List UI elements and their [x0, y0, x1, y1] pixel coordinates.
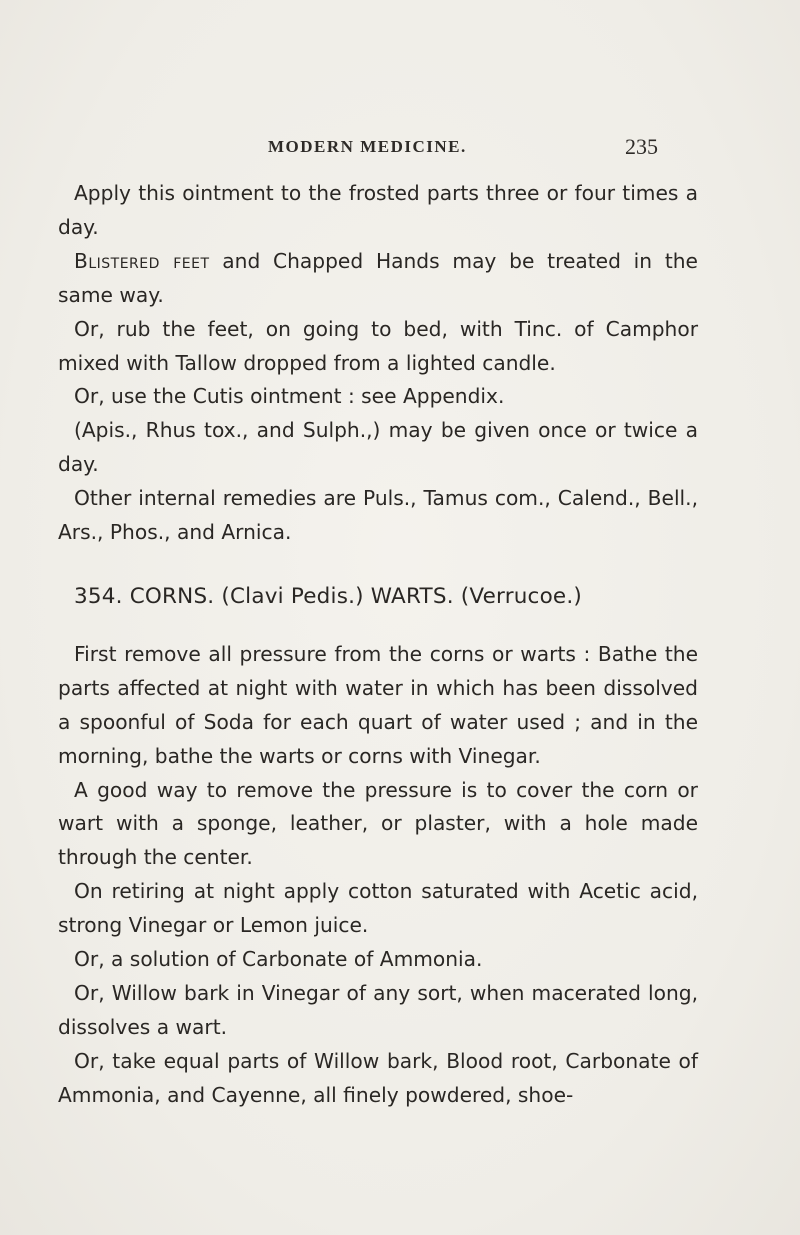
paragraph-text: Or, use the Cutis ointment : see Appendix. [74, 384, 505, 409]
paragraph-text: Other internal remedies are Puls., Tamus com., Calend., Bell., Ars., Phos., and Arnica. [58, 486, 698, 545]
paragraph [58, 380, 698, 414]
paragraph-text: A good way to remove the pressure is to cover the corn or wart with a sponge, leather, or plaster, with a hole made through the center. [58, 777, 698, 870]
paragraph-text: On retiring at night apply cotton saturated with Acetic acid, strong Vinegar or Lemon juice. [58, 879, 698, 938]
paragraph-text: (Apis., Rhus tox., and Sulph.,) may be given once or twice a day. [58, 418, 698, 477]
body-text [58, 177, 698, 1113]
paragraph [58, 638, 698, 774]
paragraph-text: Or, take equal parts of Willow bark, Blood root, Carbonate of Ammonia, and Cayenne, all finely powdered, shoe- [58, 1048, 698, 1107]
paragraph [58, 414, 698, 482]
paragraph [58, 482, 698, 550]
paragraph-text: Or, rub the feet, on going to bed, with Tinc. of Camphor mixed with Tallow dropped from a lighted candle. [58, 316, 698, 375]
running-head [0, 134, 800, 161]
paragraph [58, 774, 698, 876]
paragraph [58, 245, 698, 313]
running-title: MODERN MEDICINE. [268, 137, 467, 156]
paragraph [58, 177, 698, 245]
page-number: 235 [625, 134, 658, 159]
paragraph-text: and Chapped Hands may be treated in the same way. [58, 248, 698, 307]
paragraph-lead-smallcaps: Blistered feet [74, 248, 210, 273]
section-heading: 354. CORNS. (Clavi Pedis.) WARTS. (Verrucoe.) [74, 583, 582, 609]
paragraph-text: First remove all pressure from the corns or warts : Bathe the parts affected at night with water in which has been dissolved a spoonful of Soda for each quart of water used ; and in the morning, bathe the warts or corns with Vinegar. [58, 641, 698, 768]
paragraph-text: Or, Willow bark in Vinegar of any sort, when macerated long, dissolves a wart. [58, 980, 698, 1039]
paragraph [58, 977, 698, 1045]
paragraph [58, 1045, 698, 1113]
paragraph [58, 313, 698, 381]
paragraph-text: Or, a solution of Carbonate of Ammonia. [74, 947, 483, 972]
paragraph-text: Apply this ointment to the frosted parts three or four times a day. [58, 181, 698, 239]
paragraph [58, 943, 698, 977]
paragraph [58, 875, 698, 943]
